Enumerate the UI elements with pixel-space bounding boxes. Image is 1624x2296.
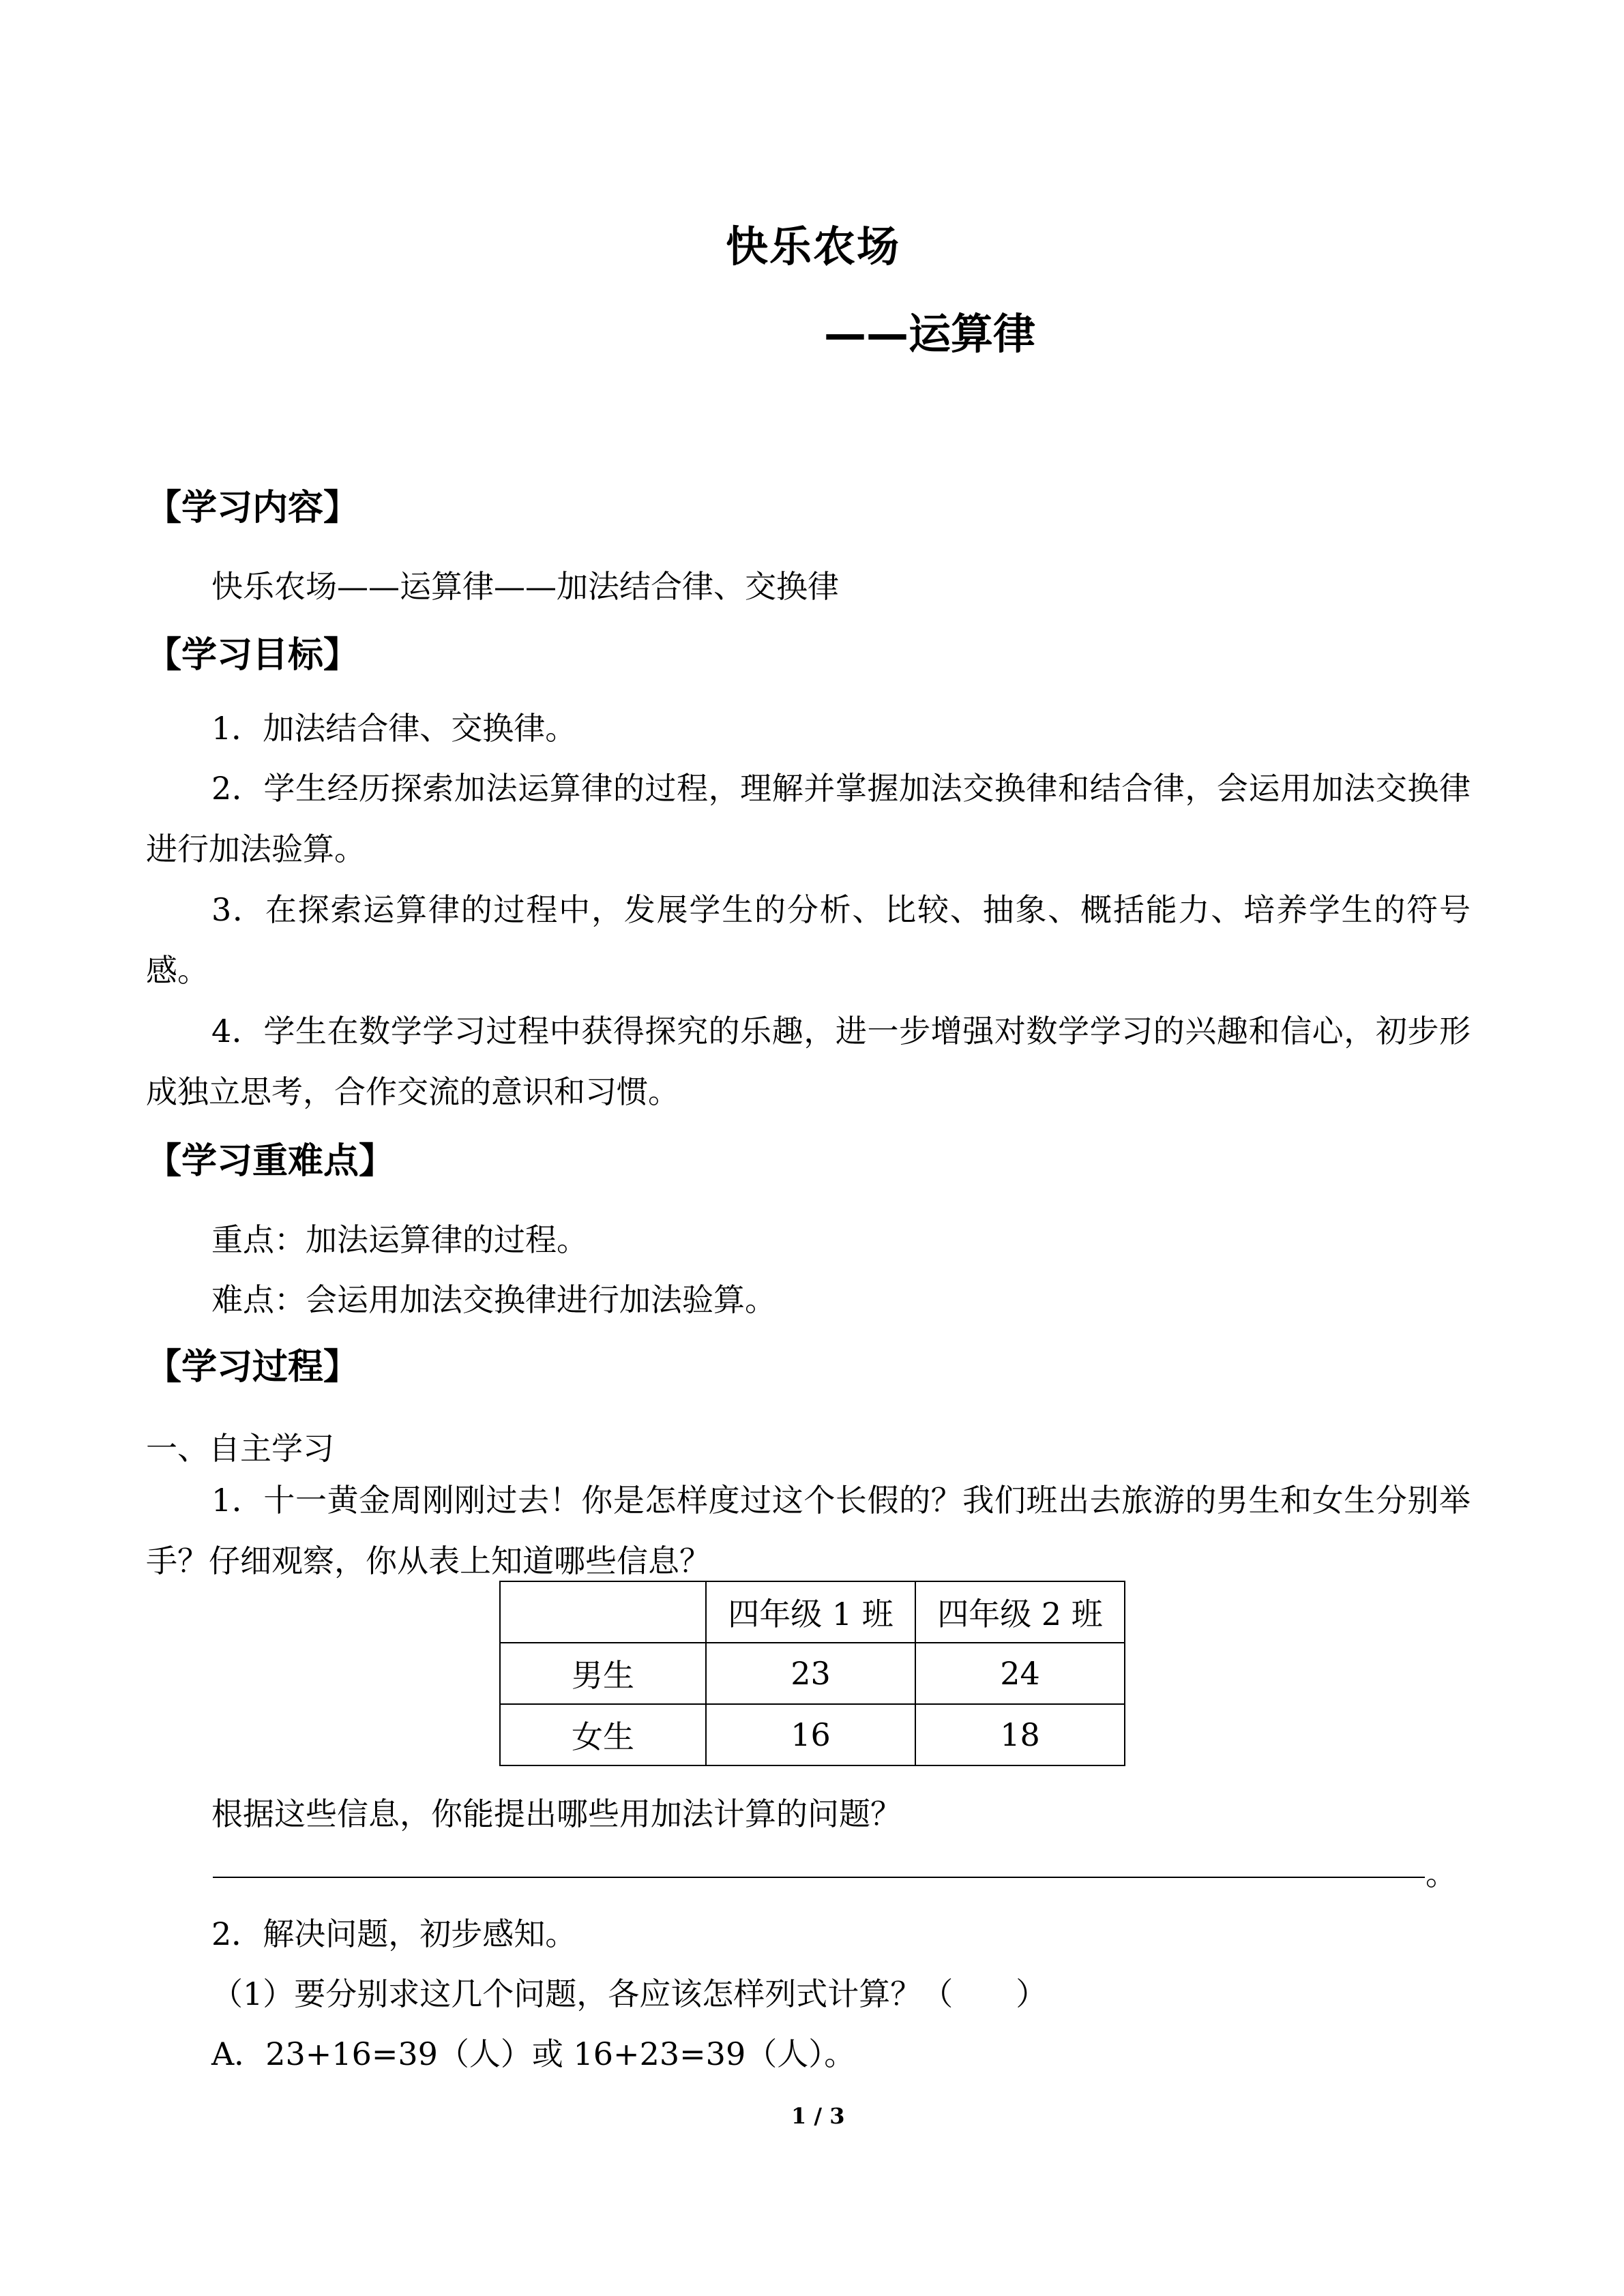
goal-item-4: 4．学生在数学学习过程中获得探究的乐趣，进一步增强对数学学习的兴趣和信心，初步形成独立思考，合作交流的意识和习惯。 (146, 1013, 1471, 1110)
section-heading-process: 【学习过程】 (146, 1347, 359, 1388)
section-heading-goals: 【学习目标】 (146, 635, 359, 676)
key-point-text: 重点：加法运算律的过程。 (211, 1221, 588, 1258)
page-number: 1 / 3 (791, 2103, 845, 2129)
table-row (500, 1704, 1125, 1765)
page-subtitle: ——运算律 (824, 309, 1036, 359)
table-row (500, 1643, 1125, 1704)
table-header-class1: 四年级 1 班 (706, 1581, 915, 1643)
table-cell: 18 (915, 1704, 1125, 1765)
goal-item-2: 2．学生经历探索加法运算律的过程，理解并掌握加法交换律和结合律，会运用加法交换律进行加法验算。 (146, 770, 1471, 867)
part1-title: 一、自主学习 (146, 1430, 334, 1467)
page-title: 快乐农场 (726, 222, 901, 271)
question-2-1: （1）要分别求这几个问题，各应该怎样列式计算？（ ） (211, 1976, 1048, 2012)
content-text: 快乐农场——运算律——加法结合律、交换律 (211, 568, 839, 605)
goal-item-1: 1．加法结合律、交换律。 (211, 710, 577, 747)
question-1: 1．十一黄金周刚刚过去！你是怎样度过这个长假的？我们班出去旅游的男生和女生分别举手？仔细观察，你从表上知道哪些信息？ (146, 1482, 1471, 1579)
answer-blank-line[interactable] (213, 1875, 1425, 1878)
difficult-point-text: 难点：会运用加法交换律进行加法验算。 (211, 1281, 776, 1318)
section-heading-content: 【学习内容】 (146, 488, 359, 528)
class-info-table (499, 1581, 1125, 1766)
table-header-row (500, 1581, 1125, 1643)
question-2: 2．解决问题，初步感知。 (211, 1915, 577, 1952)
option-a: A．23+16=39（人）或 16+23=39（人）。 (211, 2036, 856, 2072)
blank-period: 。 (1426, 1855, 1457, 1892)
table-cell: 16 (706, 1704, 915, 1765)
table-cell: 23 (706, 1643, 915, 1704)
goal-item-3: 3．在探索运算律的过程中，发展学生的分析、比较、抽象、概括能力、培养学生的符号感。 (146, 891, 1471, 989)
table-header-class2: 四年级 2 班 (915, 1581, 1125, 1643)
table-row-label-boys: 男生 (500, 1643, 706, 1704)
section-heading-key-points: 【学习重难点】 (146, 1141, 395, 1182)
table-cell (500, 1581, 706, 1643)
question-prompt: 根据这些信息，你能提出哪些用加法计算的问题？ (211, 1795, 902, 1832)
table-cell: 24 (915, 1643, 1125, 1704)
table-row-label-girls: 女生 (500, 1704, 706, 1765)
